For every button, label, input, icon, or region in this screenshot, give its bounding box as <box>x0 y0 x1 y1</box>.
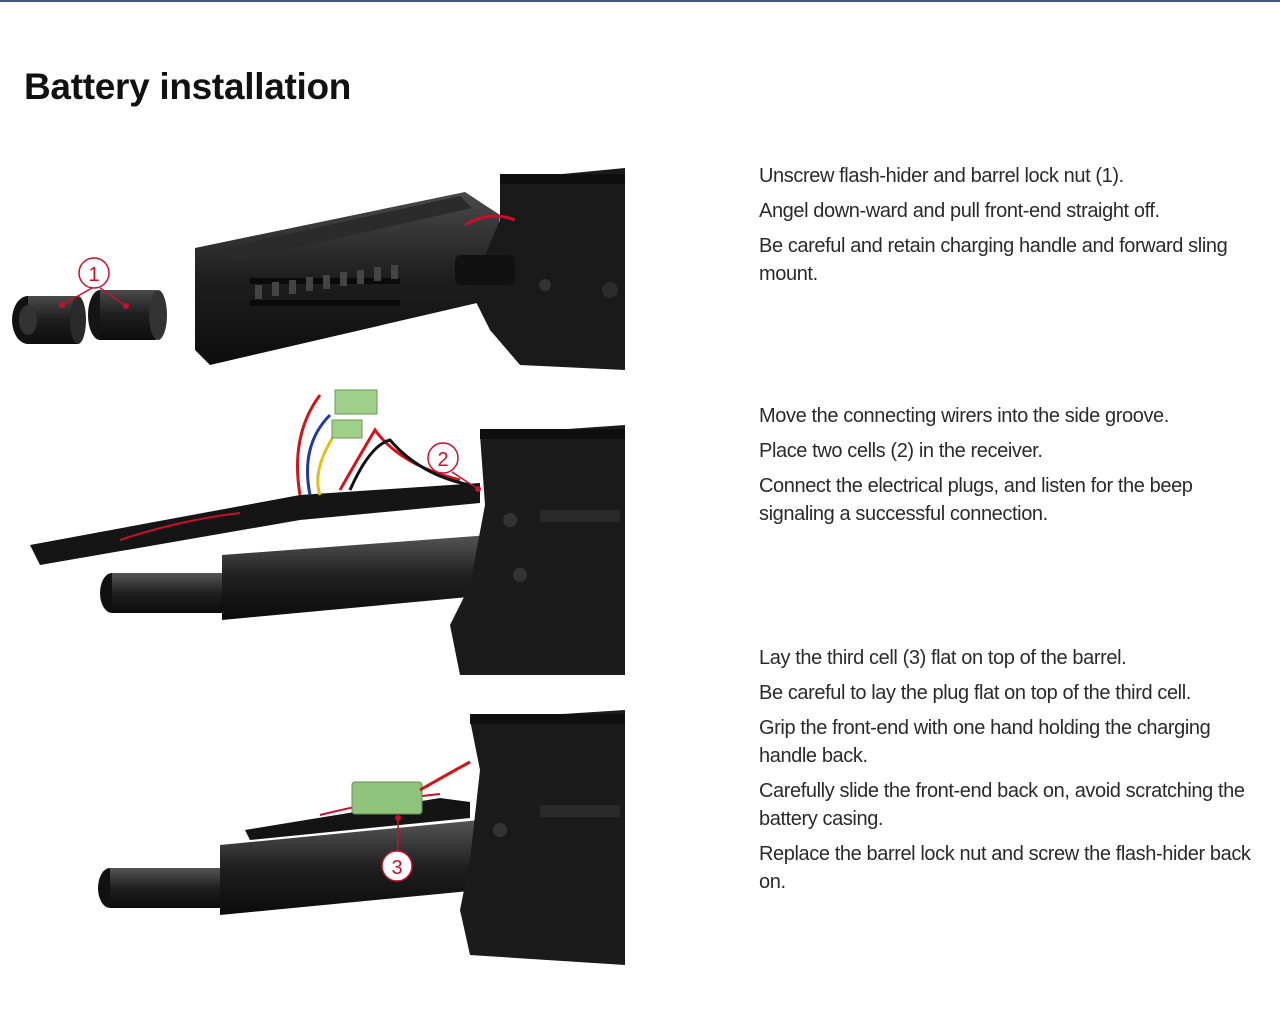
flash-hider-icon <box>12 296 86 344</box>
handguard-icon <box>195 192 500 365</box>
figure-third-cell <box>0 690 630 985</box>
step-text: Grip the front-end with one hand holding the charging handle back. <box>759 717 1211 767</box>
step-text: Carefully slide the front-end back on, avoid scratching the battery casing. <box>759 780 1245 830</box>
steps-section-1 <box>759 162 1259 295</box>
step-text: Connect the electrical plugs, and listen for the beep signaling a successful connection. <box>759 475 1193 525</box>
callout-1-label: 1 <box>88 264 100 286</box>
receiver-cells-illustration <box>0 385 630 680</box>
third-cell-illustration <box>0 690 630 985</box>
step-text: Replace the barrel lock nut and screw the flash-hider back on. <box>759 843 1251 893</box>
front-end-illustration <box>0 160 630 375</box>
step-text: Move the connecting wirers into the side groove. <box>759 405 1169 427</box>
steps-section-2 <box>759 402 1259 535</box>
callout-2-label: 2 <box>437 449 449 471</box>
step-text: Be careful to lay the plug flat on top of the third cell. <box>759 682 1191 704</box>
step-text: Unscrew flash-hider and barrel lock nut (1). <box>759 165 1124 187</box>
receiver-icon <box>460 710 625 965</box>
top-rule <box>0 0 1280 2</box>
barrel-icon <box>100 535 490 620</box>
steps-section-3 <box>759 644 1259 903</box>
callout-3-label: 3 <box>391 857 403 879</box>
step-text: Angel down-ward and pull front-end straight off. <box>759 200 1160 222</box>
step-text: Place two cells (2) in the receiver. <box>759 440 1043 462</box>
figure-front-end-removal <box>0 160 630 375</box>
receiver-icon <box>455 168 625 370</box>
barrel-lock-nut-icon <box>88 290 167 340</box>
figure-cells-in-receiver <box>0 385 630 680</box>
step-text: Be careful and retain charging handle and forward sling mount. <box>759 235 1228 285</box>
page-title: Battery installation <box>24 66 352 107</box>
step-text: Lay the third cell (3) flat on top of the barrel. <box>759 647 1127 669</box>
